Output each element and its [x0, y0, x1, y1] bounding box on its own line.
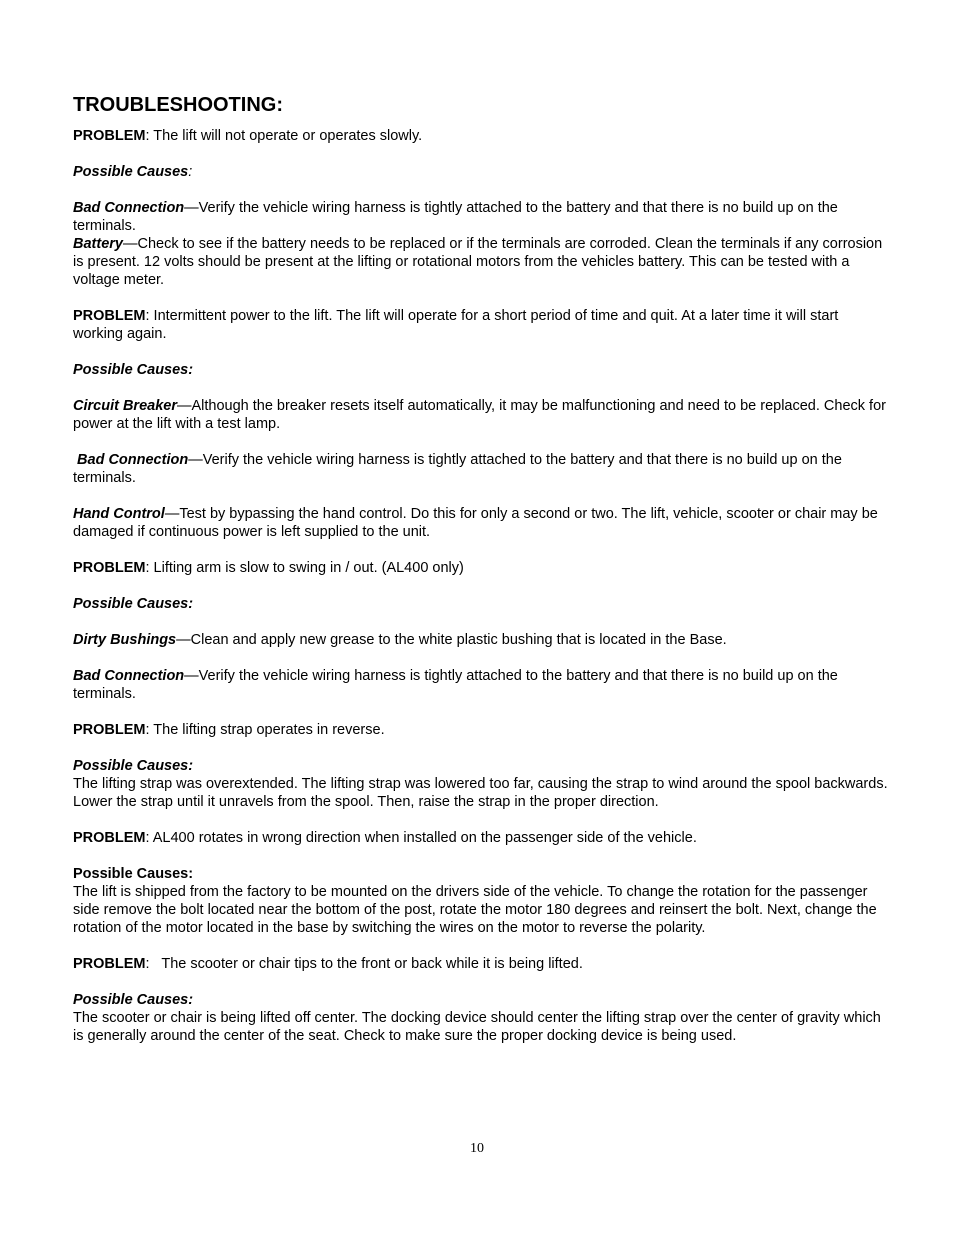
cause-term: Bad Connection — [73, 668, 185, 684]
page-number: 10 — [470, 1141, 484, 1156]
causes-label: Possible Causes: — [73, 362, 194, 378]
causes-body-6: The scooter or chair is being lifted off center. The docking device should center the lifting strap over the center of gravity which is generally around the center of the seat. Check to make sure the proper docking device is being used. — [73, 1010, 881, 1044]
causes-heading-6 — [73, 991, 891, 1009]
cause-hand-control — [73, 505, 891, 541]
cause-bad-connection-3 — [73, 667, 891, 703]
problem-3 — [73, 559, 891, 577]
cause-term: Hand Control — [73, 506, 165, 522]
page-title: TROUBLESHOOTING: — [73, 94, 283, 116]
problem-label: PROBLEM — [73, 830, 146, 846]
causes-label: Possible Causes: — [73, 596, 194, 612]
cause-term: Bad Connection — [73, 200, 185, 216]
cause-dirty-bushings — [73, 631, 891, 649]
causes-heading-5 — [73, 865, 891, 883]
cause-text: —Verify the vehicle wiring harness is tightly attached to the battery and that there is no build up on the terminals. — [73, 200, 838, 234]
cause-text: —Clean and apply new grease to the white plastic bushing that is located in the Base. — [176, 632, 727, 648]
problem-label: PROBLEM — [73, 722, 146, 738]
cause-term: Dirty Bushings — [73, 632, 177, 648]
problem-text: : Lifting arm is slow to swing in / out. (AL400 only) — [145, 560, 464, 576]
problem-label: PROBLEM — [73, 128, 146, 144]
cause-term: Bad Connection — [77, 452, 189, 468]
causes-heading-4 — [73, 757, 891, 775]
cause-circuit-breaker — [73, 397, 891, 433]
problem-text: : The lifting strap operates in reverse. — [145, 722, 385, 738]
causes-heading-1 — [73, 163, 891, 181]
cause-text: —Check to see if the battery needs to be replaced or if the terminals are corroded. Clean the terminals if any corrosion is present. 12 volts should be present at the lifting or rotational motors from the vehicles battery. This can be tested with a voltage meter. — [73, 236, 883, 288]
causes-heading-3 — [73, 595, 891, 613]
document-page — [73, 93, 891, 1045]
problem-label: PROBLEM — [73, 560, 146, 576]
problem-text: : AL400 rotates in wrong direction when installed on the passenger side of the vehicle. — [145, 830, 697, 846]
problem-5 — [73, 829, 891, 847]
cause-bad-connection-1 — [73, 199, 891, 235]
cause-battery — [73, 235, 891, 289]
cause-text: —Verify the vehicle wiring harness is tightly attached to the battery and that there is no build up on the terminals. — [73, 452, 842, 486]
causes-suffix: : — [188, 164, 193, 180]
problem-2 — [73, 307, 891, 343]
causes-body-5: The lift is shipped from the factory to be mounted on the drivers side of the vehicle. To change the rotation for the passenger side remove the bolt located near the bottom of the post, rotate the motor 180 degrees and reinsert the bolt. Next, change the rotation of the motor located in the base by switching the wires on the motor to reverse the polarity. — [73, 884, 877, 936]
cause-text: —Verify the vehicle wiring harness is tightly attached to the battery and that there is no build up on the terminals. — [73, 668, 838, 702]
causes-label: Possible Causes — [73, 164, 189, 180]
cause-term: Battery — [73, 236, 123, 252]
causes-label: Possible Causes: — [73, 866, 194, 882]
problem-text: : The scooter or chair tips to the front or back while it is being lifted. — [145, 956, 583, 972]
problem-4 — [73, 721, 891, 739]
problem-text: : Intermittent power to the lift. The lift will operate for a short period of time and quit. At a later time it will start working again. — [73, 308, 839, 342]
cause-text: —Test by bypassing the hand control. Do this for only a second or two. The lift, vehicle, scooter or chair may be damaged if continuous power is left supplied to the unit. — [73, 506, 878, 540]
problem-1 — [73, 127, 891, 145]
causes-label: Possible Causes: — [73, 758, 194, 774]
cause-bad-connection-2 — [73, 451, 891, 487]
causes-label: Possible Causes: — [73, 992, 194, 1008]
problem-text: : The lift will not operate or operates slowly. — [145, 128, 423, 144]
problem-label: PROBLEM — [73, 308, 146, 324]
cause-term: Circuit Breaker — [73, 398, 177, 414]
problem-label: PROBLEM — [73, 956, 146, 972]
problem-6 — [73, 955, 891, 973]
causes-body-4: The lifting strap was overextended. The lifting strap was lowered too far, causing the strap to wind around the spool backwards. Lower the strap until it unravels from the spool. Then, raise the strap in the proper direction. — [73, 776, 888, 810]
causes-heading-2 — [73, 361, 891, 379]
cause-text: —Although the breaker resets itself automatically, it may be malfunctioning and need to be replaced. Check for power at the lift with a test lamp. — [73, 398, 886, 432]
